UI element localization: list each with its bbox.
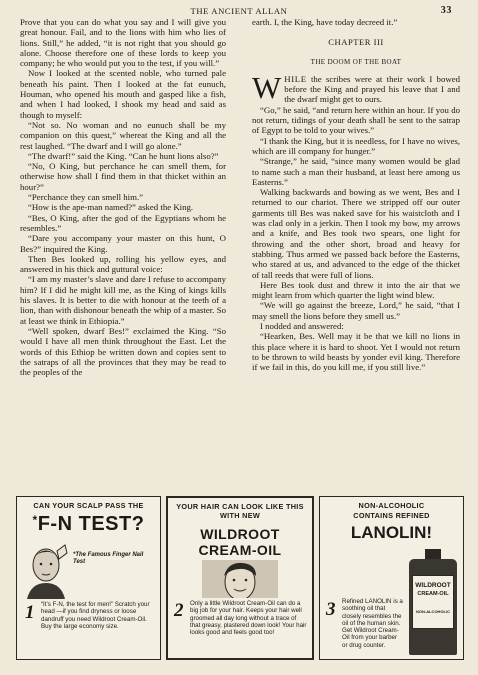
paragraph: “No, O King, but perchance he can smell them, for otherwise how shall I find them in that thicket within an hour?” <box>20 161 226 192</box>
step-numeral: 2 <box>174 600 184 621</box>
groomed-man-portrait-illustration <box>202 560 278 598</box>
lanolin-headline: LANOLIN! <box>350 523 433 542</box>
paragraph: “Hearken, Bes. Well may it be that we kill no lions in this place where it is hard to shoot. Yet I would not return to be thrown to wild beasts by yonder evil king. Therefore if we fail in this, do you kill me, if you still live.” <box>252 331 460 373</box>
lanolin-kicker: NON-ALCOHOLIC <box>358 501 425 510</box>
paragraph: “I am my master’s slave and dare I refuse to accompany him? If I did he might kill me, as the King of kings kills his slaves. It is better to die with honour at the teeth of a lion, than with dishonour beneath the whip of a master. So at least we think in Ethiopia.” <box>20 274 226 326</box>
left-text-column <box>20 17 226 377</box>
paragraph: Then Bes looked up, rolling his yellow eyes, and answered in his thick and guttural voice: <box>20 253 226 275</box>
opening-words: HILE <box>284 73 307 84</box>
right-text-column <box>252 17 460 373</box>
opening-text: the scribes were at their work I bowed before the King and prayed his leave that I and the dwarf might get to ours. <box>284 73 460 105</box>
bottle-label-brand: WILDROOT <box>415 582 451 589</box>
lanolin-subkicker: CONTAINS REFINED <box>353 511 430 520</box>
chapter-subtitle: THE DOOM OF THE BOAT <box>310 57 402 66</box>
drop-cap: W <box>252 69 282 105</box>
fn-test-caption: *The Famous Finger Nail Test <box>73 552 144 565</box>
paragraph: “Strange,” he said, “since many women would be glad to name such a man their husband, at least here among us Easterns.” <box>252 156 460 187</box>
paragraph: “I thank the King, but it is needless, for I have no wives, which are ill company for hunger.” <box>252 135 460 156</box>
fn-test-body: “It’s F-N, the test for men!” Scratch your head —if you find dryness or loose dandruff you need Wildroot Cream-Oil. Buy the large economy size. <box>41 601 150 630</box>
paragraph: Walking backwards and bowing as we went, Bes and I returned to our chariot. There we stripped off our outer garments till Bes was naked save for his waistcloth and I was clad only in a jerkin. Then I took my bow, my arrows and a knife, and Bes took two spears, one light for throwing and the other short, broad and heavy for stabbing. Thus armed we passed back before the Easterns, who stared at us, and advanced to the edge of the thicket of tall reeds that were full of lions. <box>252 187 460 280</box>
lanolin-body: Refined LANOLIN is a soothing oil that closely resembles the oil of the human skin. Get Wildroot Cream-Oil from your barber or drug counter. <box>342 598 403 649</box>
chapter-opening-paragraph <box>252 69 460 105</box>
wildroot-body: Only a little Wildroot Cream-Oil can do a big job for your hair. Keeps your hair well groomed all day long without a trace of that greasy, plastered down look! Your hair looks good and feels good too! <box>190 600 307 637</box>
paragraph: “Go,” he said, “and return here within an hour. If you do not return, tidings of your death shall be sent to the satrap of Egypt to be told to your wives.” <box>252 104 460 136</box>
wildroot-kicker: YOUR HAIR CAN LOOK LIKE THIS WITH NEW <box>176 502 304 520</box>
paragraph: “Dare you accompany your master on this hunt, O Bes?” inquired the King. <box>20 233 226 254</box>
paragraph-continuation: earth. I, the King, have today decreed it.” <box>252 17 398 27</box>
paragraph: “Well spoken, dwarf Bes!” exclaimed the King. “So would I have all men think throughout the East. Let the words of this Ethiop be written down and copies sent to the satraps of all the provinces that they may be read to the peoples of the <box>20 325 226 378</box>
fn-test-ad <box>16 496 161 660</box>
cream-oil-headline: CREAM-OIL <box>198 542 282 558</box>
paragraph: Prove that you can do what you say and I will give you great honour. Fail, and to the lions with him who lies of lions. Still,” he added, “it is not right that you should go alone. Choose therefore one of these lords to keep you company; he who would put you to the test, if you will.” <box>20 17 226 69</box>
paragraph: I nodded and answered: <box>260 321 344 332</box>
paragraph: “How is the ape-man named?” asked the King. <box>28 202 194 213</box>
step-numeral: 1 <box>25 602 35 623</box>
paragraph: “We will go against the breeze, Lord,” he said, “that I may smell the lions before they smell us.” <box>252 300 460 321</box>
wildroot-headline: WILDROOT <box>200 526 280 542</box>
paragraph: “Bes, O King, after the god of the Egyptians whom he resembles.” <box>20 212 226 233</box>
fn-test-headline: *F-N TEST? <box>32 513 145 535</box>
chapter-heading: CHAPTER III <box>328 37 384 48</box>
step-numeral: 3 <box>326 599 336 620</box>
paragraph: “The dwarf!” said the King. “Can he hunt lions also?” <box>28 150 219 161</box>
man-scratching-head-illustration <box>23 543 69 599</box>
asterisk-icon: * <box>32 513 38 527</box>
bottle-label-note: NON-ALCOHOLIC <box>416 609 450 614</box>
paragraph: “Perchance they can smell him.” <box>28 192 144 203</box>
fn-test-kicker: CAN YOUR SCALP PASS THE <box>33 501 144 510</box>
wildroot-bottle-illustration <box>405 549 461 655</box>
running-title: THE ANCIENT ALLAN <box>190 6 288 16</box>
advertisement-strip <box>16 496 464 660</box>
bottle-label-product: CREAM-OIL <box>417 591 449 597</box>
wildroot-cream-oil-ad <box>166 496 314 660</box>
lanolin-ad <box>319 496 464 660</box>
paragraph: Here Bes took dust and threw it into the air that we might learn from which quarter the light wind blew. <box>252 279 460 301</box>
page-number: 33 <box>440 5 452 16</box>
paragraph: Now I looked at the scented noble, who turned pale beneath his paint. Then I looked at the fat eunuch, Houman, who opened his mouth and gasped like a fish, and when I had looked, I shook my head and said as though to myself: <box>20 68 226 120</box>
paragraph: “Not so. No woman and no eunuch shall be my companion on this quest,” whereat the King and all the rest laughed. “The dwarf and I will go alone.” <box>20 119 226 151</box>
